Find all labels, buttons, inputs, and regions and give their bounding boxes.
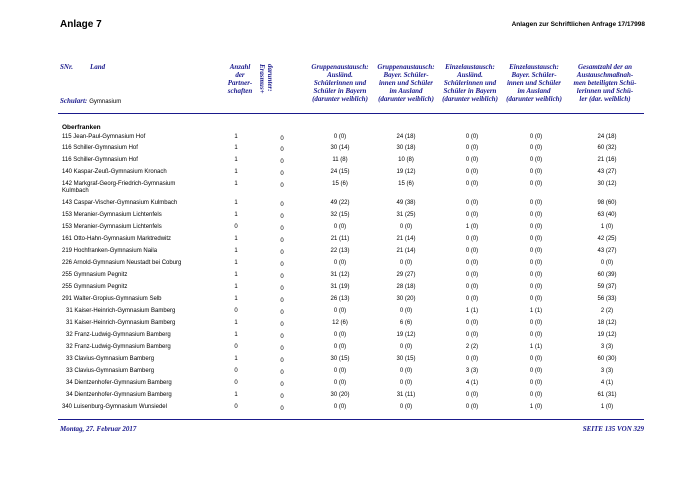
cell-g1: 26 (13) (330, 296, 350, 302)
school-name: 31 Kaiser-Heinrich-Gymnasium Bamberg (66, 320, 176, 326)
annex-title: Anlage 7 (60, 19, 102, 30)
cell-t: 1 (0) (600, 224, 614, 230)
cell-g2: 15 (6) (398, 181, 414, 187)
cell-g1: 31 (12) (330, 272, 350, 278)
footer-date: Montag, 27. Februar 2017 (60, 425, 137, 433)
cell-e1: 0 (0) (465, 356, 479, 362)
cell-e: 0 (280, 370, 284, 376)
cell-g2: 21 (14) (396, 236, 416, 242)
school-name: 291 Walter-Gropius-Gymnasium Selb (62, 296, 162, 302)
cell-p: 1 (234, 134, 238, 140)
cell-e1: 0 (0) (465, 236, 479, 242)
cell-p: 1 (234, 296, 238, 302)
cell-e: 0 (280, 358, 284, 364)
cell-g2: 49 (38) (396, 200, 416, 206)
cell-g2: 6 (6) (399, 320, 413, 326)
cell-e2: 0 (0) (529, 260, 543, 266)
cell-e: 0 (280, 310, 284, 316)
cell-e2: 0 (0) (529, 380, 543, 386)
cell-e: 0 (280, 262, 284, 268)
cell-g1: 0 (0) (333, 134, 347, 140)
header-rule (58, 113, 644, 114)
cell-t: 42 (25) (597, 236, 617, 242)
cell-g1: 0 (0) (333, 332, 347, 338)
cell-e2: 0 (0) (529, 320, 543, 326)
cell-e2: 0 (0) (529, 134, 543, 140)
cell-p: 0 (234, 308, 238, 314)
cell-e1: 0 (0) (465, 200, 479, 206)
cell-g2: 31 (11) (396, 392, 416, 398)
cell-g2: 0 (0) (399, 368, 413, 374)
cell-g1: 49 (22) (330, 200, 350, 206)
school-name: 115 Jean-Paul-Gymnasium Hof (62, 134, 146, 140)
cell-e2: 0 (0) (529, 145, 543, 151)
cell-e1: 0 (0) (465, 320, 479, 326)
cell-e1: 0 (0) (465, 332, 479, 338)
cell-t: 24 (18) (597, 134, 617, 140)
cell-t: 60 (32) (597, 145, 617, 151)
cell-t: 61 (31) (597, 392, 617, 398)
col-erasmus: darunter: Erasmus+ (258, 64, 274, 94)
cell-g2: 0 (0) (399, 308, 413, 314)
cell-e: 0 (280, 286, 284, 292)
cell-e1: 0 (0) (465, 212, 479, 218)
cell-e2: 0 (0) (529, 332, 543, 338)
cell-g1: 12 (6) (332, 320, 348, 326)
school-name: 153 Meranier-Gymnasium Lichtenfels (62, 212, 162, 218)
cell-e: 0 (280, 322, 284, 328)
cell-g2: 19 (12) (396, 169, 416, 175)
cell-e: 0 (280, 334, 284, 340)
cell-e: 0 (280, 136, 284, 142)
cell-e1: 0 (0) (465, 272, 479, 278)
cell-p: 1 (234, 145, 238, 151)
cell-e1: 0 (0) (465, 284, 479, 290)
footer-rule (58, 419, 644, 420)
cell-e2: 0 (0) (529, 392, 543, 398)
cell-e1: 0 (0) (465, 248, 479, 254)
cell-e2: 0 (0) (529, 200, 543, 206)
cell-p: 1 (234, 260, 238, 266)
cell-t: 2 (2) (600, 308, 614, 314)
cell-t: 0 (0) (600, 260, 614, 266)
cell-e1: 0 (0) (465, 145, 479, 151)
cell-g1: 0 (0) (333, 260, 347, 266)
school-name: 34 Dientzenhofer-Gymnasium Bamberg (66, 380, 172, 386)
cell-p: 0 (234, 368, 238, 374)
cell-p: 1 (234, 200, 238, 206)
cell-e2: 1 (0) (529, 404, 543, 410)
school-name: 219 Hochfranken-Gymnasium Naila (62, 248, 158, 254)
school-name: 161 Otto-Hahn-Gymnasium Marktredwitz (62, 236, 172, 242)
school-name: 153 Meranier-Gymnasium Lichtenfels (62, 224, 162, 230)
cell-g2: 0 (0) (399, 380, 413, 386)
cell-e: 0 (280, 171, 284, 177)
col-single-abroad: Einzelaustausch: Bayer. Schüler- innen und Schüler im Ausland (darunter weiblich) (506, 63, 562, 103)
cell-g2: 24 (18) (396, 134, 416, 140)
cell-t: 21 (16) (597, 157, 617, 163)
col-land: Land (90, 63, 106, 71)
cell-e1: 0 (0) (465, 157, 479, 163)
cell-p: 1 (234, 284, 238, 290)
schulart-label: Schulart: (60, 97, 88, 105)
cell-e1: 0 (0) (465, 260, 479, 266)
school-name: 33 Clavius-Gymnasium Bamberg (66, 356, 155, 362)
cell-e: 0 (280, 214, 284, 220)
cell-t: 56 (33) (597, 296, 617, 302)
cell-t: 30 (12) (597, 181, 617, 187)
cell-g2: 29 (27) (396, 272, 416, 278)
cell-p: 1 (234, 169, 238, 175)
cell-t: 60 (39) (597, 272, 617, 278)
cell-e: 0 (280, 147, 284, 153)
cell-t: 43 (27) (597, 169, 617, 175)
cell-g2: 28 (18) (396, 284, 416, 290)
cell-g1: 31 (19) (330, 284, 350, 290)
cell-p: 1 (234, 157, 238, 163)
cell-e2: 0 (0) (529, 157, 543, 163)
cell-e1: 0 (0) (465, 296, 479, 302)
cell-g2: 19 (12) (396, 332, 416, 338)
cell-t: 1 (0) (600, 404, 614, 410)
cell-p: 0 (234, 380, 238, 386)
cell-g1: 21 (11) (330, 236, 350, 242)
school-name: 140 Kaspar-Zeuß-Gymnasium Kronach (62, 169, 167, 175)
cell-g2: 21 (14) (396, 248, 416, 254)
cell-t: 43 (27) (597, 248, 617, 254)
cell-e: 0 (280, 226, 284, 232)
footer-page: SEITE 135 VON 329 (582, 425, 644, 433)
col-single-foreign: Einzelaustausch: Ausländ. Schülerinnen und Schüler in Bayern (darunter weiblich) (442, 63, 498, 103)
cell-e: 0 (280, 238, 284, 244)
cell-g2: 0 (0) (399, 344, 413, 350)
school-name: 116 Schiller-Gymnasium Hof (62, 157, 138, 163)
cell-p: 1 (234, 332, 238, 338)
cell-g1: 24 (15) (330, 169, 350, 175)
cell-e: 0 (280, 250, 284, 256)
school-name: 33 Clavius-Gymnasium Bamberg (66, 368, 155, 374)
cell-e1: 2 (2) (465, 344, 479, 350)
school-name: 255 Gymnasium Pegnitz (62, 284, 128, 290)
cell-g2: 0 (0) (399, 260, 413, 266)
cell-e2: 0 (0) (529, 224, 543, 230)
school-name: 34 Dientzenhofer-Gymnasium Bamberg (66, 392, 172, 398)
cell-p: 1 (234, 356, 238, 362)
cell-g2: 30 (20) (396, 296, 416, 302)
cell-g2: 30 (18) (396, 145, 416, 151)
cell-g1: 30 (14) (330, 145, 350, 151)
col-total: Gesamtzahl der an Austauschmaßnah- men beteiligten Schü- lerinnen und Schü- ler (dar. weiblich) (573, 63, 637, 103)
cell-t: 59 (37) (597, 284, 617, 290)
school-name: 32 Franz-Ludwig-Gymnasium Bamberg (66, 344, 171, 350)
cell-g1: 22 (13) (330, 248, 350, 254)
cell-g1: 0 (0) (333, 344, 347, 350)
cell-e: 0 (280, 346, 284, 352)
cell-e: 0 (280, 183, 284, 189)
school-name: 32 Franz-Ludwig-Gymnasium Bamberg (66, 332, 171, 338)
col-group-abroad: Gruppenaustausch: Bayer. Schüler- innen und Schüler im Ausland (darunter weiblich) (377, 63, 435, 103)
cell-e1: 0 (0) (465, 169, 479, 175)
cell-p: 1 (234, 248, 238, 254)
cell-g1: 0 (0) (333, 368, 347, 374)
cell-t: 19 (12) (597, 332, 617, 338)
col-group-foreign: Gruppenaustausch: Ausländ. Schülerinnen und Schüler in Bayern (darunter weiblich) (311, 63, 369, 103)
cell-e1: 0 (0) (465, 134, 479, 140)
cell-e: 0 (280, 394, 284, 400)
cell-e2: 0 (0) (529, 212, 543, 218)
school-name: 31 Kaiser-Heinrich-Gymnasium Bamberg (66, 308, 176, 314)
col-partner: Anzahl der Partner- schaften (227, 63, 253, 95)
school-name: 340 Luisenburg-Gymnasium Wunsiedel (62, 404, 167, 410)
school-name: 226 Arnold-Gymnasium Neustadt bei Coburg (62, 260, 182, 266)
cell-g1: 11 (8) (332, 157, 348, 163)
cell-g2: 30 (15) (396, 356, 416, 362)
cell-g1: 15 (6) (332, 181, 348, 187)
cell-e2: 0 (0) (529, 169, 543, 175)
cell-e2: 1 (1) (529, 344, 543, 350)
cell-g1: 0 (0) (333, 224, 347, 230)
cell-e: 0 (280, 274, 284, 280)
cell-e: 0 (280, 382, 284, 388)
cell-g2: 0 (0) (399, 224, 413, 230)
cell-g1: 30 (15) (330, 356, 350, 362)
cell-p: 0 (234, 404, 238, 410)
schulart-value: Gymnasium (89, 99, 122, 105)
cell-e2: 0 (0) (529, 296, 543, 302)
cell-e2: 0 (0) (529, 284, 543, 290)
cell-g2: 0 (0) (399, 404, 413, 410)
cell-p: 0 (234, 224, 238, 230)
cell-p: 1 (234, 212, 238, 218)
cell-e1: 1 (0) (465, 224, 479, 230)
cell-e2: 0 (0) (529, 248, 543, 254)
cell-e1: 0 (0) (465, 404, 479, 410)
cell-e1: 3 (3) (465, 368, 479, 374)
cell-e2: 0 (0) (529, 236, 543, 242)
cell-e1: 0 (0) (465, 392, 479, 398)
section-title: Oberfranken (62, 124, 101, 131)
cell-p: 1 (234, 320, 238, 326)
school-name: 116 Schiller-Gymnasium Hof (62, 145, 138, 151)
cell-t: 3 (3) (600, 344, 614, 350)
cell-e2: 0 (0) (529, 181, 543, 187)
cell-t: 98 (60) (597, 200, 617, 206)
cell-g1: 0 (0) (333, 380, 347, 386)
cell-t: 60 (30) (597, 356, 617, 362)
document-reference: Anlagen zur Schriftlichen Anfrage 17/17998 (511, 21, 645, 28)
col-snr: SNr. (60, 63, 74, 71)
cell-e: 0 (280, 202, 284, 208)
cell-t: 18 (12) (597, 320, 617, 326)
cell-e2: 1 (1) (529, 308, 543, 314)
cell-t: 63 (40) (597, 212, 617, 218)
cell-p: 1 (234, 392, 238, 398)
cell-g2: 10 (8) (398, 157, 414, 163)
cell-e2: 0 (0) (529, 356, 543, 362)
cell-p: 0 (234, 344, 238, 350)
cell-e1: 1 (1) (465, 308, 479, 314)
school-name: 255 Gymnasium Pegnitz (62, 272, 128, 278)
cell-e: 0 (280, 159, 284, 165)
school-name: 143 Caspar-Vischer-Gymnasium Kulmbach (62, 200, 178, 206)
cell-e1: 0 (0) (465, 181, 479, 187)
cell-e1: 4 (1) (465, 380, 479, 386)
cell-p: 1 (234, 181, 238, 187)
cell-g2: 31 (25) (396, 212, 416, 218)
school-name: 142 Markgraf-Georg-Friedrich-Gymnasium Kulmbach (62, 181, 176, 194)
cell-t: 4 (1) (600, 380, 614, 386)
cell-t: 3 (3) (600, 368, 614, 374)
col-schulart (60, 97, 121, 106)
cell-g1: 0 (0) (333, 308, 347, 314)
cell-g1: 0 (0) (333, 404, 347, 410)
cell-p: 1 (234, 272, 238, 278)
cell-e: 0 (280, 406, 284, 412)
cell-e: 0 (280, 298, 284, 304)
cell-e2: 0 (0) (529, 272, 543, 278)
cell-p: 1 (234, 236, 238, 242)
cell-g1: 32 (15) (330, 212, 350, 218)
cell-g1: 30 (20) (330, 392, 350, 398)
cell-e2: 0 (0) (529, 368, 543, 374)
